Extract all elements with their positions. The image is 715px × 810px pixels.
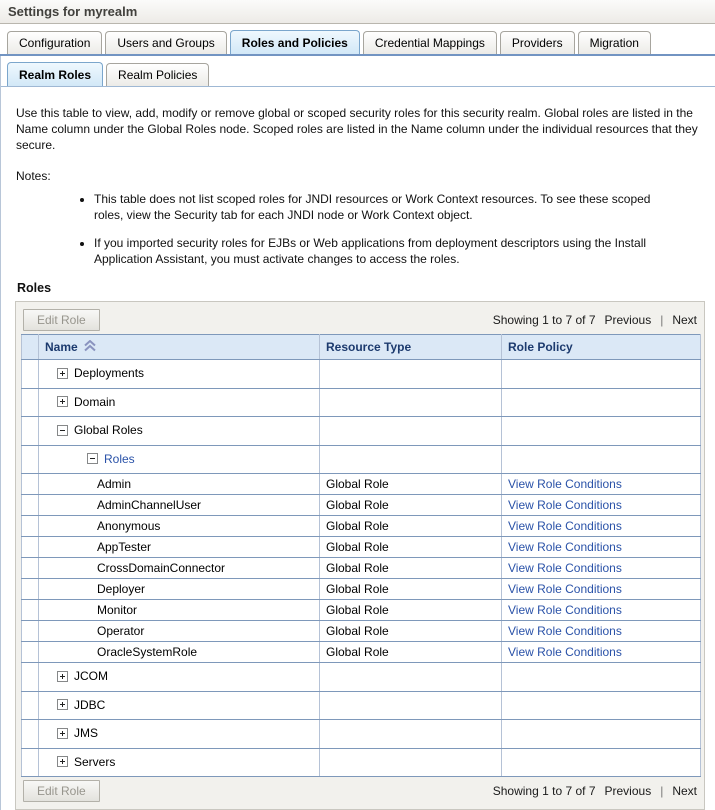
resource-type-cell: Global Role <box>320 600 502 621</box>
resource-type-cell: Global Role <box>320 495 502 516</box>
row-select-cell <box>22 663 39 692</box>
tree-node-label: Global Roles <box>74 423 143 437</box>
pagination-top <box>493 313 697 327</box>
table-header-row <box>22 335 701 360</box>
roles-section-title: Roles <box>17 281 52 295</box>
resource-type-cell <box>320 691 502 720</box>
table-row <box>22 663 701 692</box>
table-row <box>22 360 701 389</box>
name-cell <box>39 579 320 600</box>
sort-ascending-icon[interactable] <box>83 340 97 352</box>
tree-node-label: Servers <box>74 754 116 769</box>
content-area <box>1 105 715 295</box>
name-cell <box>39 537 320 558</box>
resource-type-cell <box>320 663 502 692</box>
tree-node-label: JMS <box>74 726 98 740</box>
tree-node-label: Admin <box>97 477 132 491</box>
row-select-cell <box>22 388 39 417</box>
role-policy-cell <box>502 691 701 720</box>
row-select-cell <box>22 417 39 446</box>
row-select-cell <box>22 495 39 516</box>
table-row <box>22 558 701 579</box>
role-policy-cell <box>502 579 701 600</box>
row-select-cell <box>22 600 39 621</box>
row-select-cell <box>22 537 39 558</box>
view-role-conditions-link[interactable]: View Role Conditions <box>508 519 622 533</box>
name-cell <box>39 495 320 516</box>
resource-type-cell: Global Role <box>320 579 502 600</box>
resource-type-cell: Global Role <box>320 537 502 558</box>
view-role-conditions-link[interactable]: View Role Conditions <box>508 540 622 554</box>
role-policy-cell <box>502 474 701 495</box>
role-policy-cell <box>502 621 701 642</box>
resource-type-cell <box>320 417 502 446</box>
name-cell <box>39 663 320 692</box>
tree-node-label: CrossDomainConnector <box>97 561 226 575</box>
resource-type-cell: Global Role <box>320 642 502 663</box>
role-policy-column-header: Role Policy <box>502 335 701 360</box>
name-header-label: Name <box>45 340 78 354</box>
tab-migration[interactable]: Migration <box>578 31 651 54</box>
main-tab-strip <box>0 24 715 56</box>
view-role-conditions-link[interactable]: View Role Conditions <box>508 477 622 491</box>
roles-table <box>21 334 701 777</box>
name-cell <box>39 621 320 642</box>
name-cell <box>39 474 320 495</box>
table-row <box>22 691 701 720</box>
previous-button[interactable]: Previous <box>604 784 652 798</box>
showing-text: Showing 1 to 7 of 7 <box>492 313 596 327</box>
expand-icon[interactable] <box>57 699 68 710</box>
name-cell <box>39 642 320 663</box>
previous-button[interactable]: Previous <box>604 313 652 327</box>
roles-table-box <box>15 301 705 810</box>
tab-roles-and-policies[interactable]: Roles and Policies <box>230 30 360 54</box>
table-row <box>22 748 701 777</box>
table-toolbar-top <box>21 306 699 334</box>
name-cell <box>39 388 320 417</box>
role-policy-cell <box>502 360 701 389</box>
next-button[interactable]: Next <box>672 784 697 798</box>
tab-configuration[interactable]: Configuration <box>7 31 102 54</box>
row-select-cell <box>22 642 39 663</box>
row-select-cell <box>22 579 39 600</box>
resource-type-cell <box>320 720 502 749</box>
notes-list <box>94 191 703 267</box>
table-row <box>22 642 701 663</box>
table-row <box>22 600 701 621</box>
page-body <box>0 56 715 810</box>
name-cell <box>39 445 320 474</box>
table-row <box>22 445 701 474</box>
pager-separator: | <box>660 784 664 798</box>
row-select-cell <box>22 621 39 642</box>
view-role-conditions-link[interactable]: View Role Conditions <box>508 582 622 596</box>
name-cell <box>39 360 320 389</box>
subtab-realm-roles[interactable]: Realm Roles <box>7 62 103 86</box>
tab-credential-mappings[interactable]: Credential Mappings <box>363 31 497 54</box>
tree-node-label: Operator <box>97 624 145 638</box>
tree-node-label[interactable]: Roles <box>104 451 135 466</box>
row-select-cell <box>22 720 39 749</box>
role-policy-cell <box>502 558 701 579</box>
table-row <box>22 388 701 417</box>
table-row <box>22 621 701 642</box>
role-policy-cell <box>502 720 701 749</box>
tab-users-and-groups[interactable]: Users and Groups <box>105 31 226 54</box>
intro-text: Use this table to view, add, modify or remove global or scoped security roles for this security realm. Global roles are listed in the Name column under the Global Roles node. Scoped roles are listed in the Name column under the individual resources that they secure. <box>16 106 698 152</box>
role-policy-cell <box>502 663 701 692</box>
table-toolbar-bottom <box>21 777 699 805</box>
role-policy-cell <box>502 495 701 516</box>
note-item: • If you imported security roles for EJBs or Web applications from deployment descriptors using the Install Application Assistant, you must activate changes to access the roles. <box>94 235 673 267</box>
row-select-cell <box>22 445 39 474</box>
role-policy-cell <box>502 516 701 537</box>
table-row <box>22 495 701 516</box>
resource-type-cell: Global Role <box>320 516 502 537</box>
table-row <box>22 537 701 558</box>
row-select-cell <box>22 691 39 720</box>
name-cell <box>39 691 320 720</box>
expand-icon[interactable] <box>57 396 68 407</box>
collapse-icon[interactable] <box>57 425 68 436</box>
resource-type-cell: Global Role <box>320 474 502 495</box>
view-role-conditions-link[interactable]: View Role Conditions <box>508 498 622 512</box>
name-cell <box>39 748 320 777</box>
row-select-cell <box>22 748 39 777</box>
role-policy-cell <box>502 445 701 474</box>
role-policy-cell <box>502 642 701 663</box>
tree-node-label: AppTester <box>97 540 152 554</box>
expand-icon[interactable] <box>57 728 68 739</box>
select-column-header <box>22 335 39 360</box>
tree-node-label: JDBC <box>74 697 106 712</box>
table-row <box>22 474 701 495</box>
table-row <box>22 720 701 749</box>
expand-icon[interactable] <box>57 368 68 379</box>
role-policy-cell <box>502 748 701 777</box>
name-column-header[interactable] <box>39 335 320 360</box>
view-role-conditions-link[interactable]: View Role Conditions <box>508 561 622 575</box>
resource-type-cell: Global Role <box>320 621 502 642</box>
notes-label: Notes: <box>16 169 51 183</box>
sub-tab-strip <box>1 56 715 87</box>
tree-node-label: Deployments <box>74 366 145 380</box>
resource-type-column-header: Resource Type <box>320 335 502 360</box>
edit-role-button[interactable]: Edit Role <box>23 780 100 802</box>
edit-role-button[interactable]: Edit Role <box>23 309 100 331</box>
collapse-icon[interactable] <box>87 453 98 464</box>
row-select-cell <box>22 558 39 579</box>
resource-type-cell <box>320 388 502 417</box>
role-policy-cell <box>502 388 701 417</box>
resource-type-cell <box>320 748 502 777</box>
name-cell <box>39 600 320 621</box>
resource-type-cell <box>320 360 502 389</box>
resource-type-cell: Global Role <box>320 558 502 579</box>
row-select-cell <box>22 474 39 495</box>
tree-node-label: AdminChannelUser <box>97 498 202 512</box>
subtab-realm-policies[interactable]: Realm Policies <box>106 63 209 86</box>
name-cell <box>39 558 320 579</box>
view-role-conditions-link[interactable]: View Role Conditions <box>508 624 622 638</box>
tree-node-label: Domain <box>74 394 116 409</box>
expand-icon[interactable] <box>57 671 68 682</box>
tree-node-label: Monitor <box>97 603 138 617</box>
name-cell <box>39 417 320 446</box>
pager-separator: | <box>660 313 664 327</box>
tree-node-label: JCOM <box>74 669 108 683</box>
tree-node-label: OracleSystemRole <box>97 645 198 659</box>
resource-type-cell <box>320 445 502 474</box>
expand-icon[interactable] <box>57 756 68 767</box>
row-select-cell <box>22 360 39 389</box>
view-role-conditions-link[interactable]: View Role Conditions <box>508 603 622 617</box>
name-cell <box>39 516 320 537</box>
table-row <box>22 516 701 537</box>
role-policy-cell <box>502 537 701 558</box>
view-role-conditions-link[interactable]: View Role Conditions <box>508 645 622 659</box>
tab-providers[interactable]: Providers <box>500 31 575 54</box>
pagination-bottom <box>493 784 697 798</box>
role-policy-cell <box>502 600 701 621</box>
tree-node-label: Anonymous <box>97 519 161 533</box>
name-cell <box>39 720 320 749</box>
page-title: Settings for myrealm <box>0 0 715 24</box>
note-item: • This table does not list scoped roles for JNDI resources or Work Context resources. To see these scoped roles, view the Security tab for each JNDI node or Work Context object. <box>94 191 673 223</box>
tree-node-label: Deployer <box>97 582 146 596</box>
role-policy-cell <box>502 417 701 446</box>
next-button[interactable]: Next <box>672 313 697 327</box>
table-row <box>22 417 701 446</box>
showing-text: Showing 1 to 7 of 7 <box>492 784 596 798</box>
table-row <box>22 579 701 600</box>
row-select-cell <box>22 516 39 537</box>
